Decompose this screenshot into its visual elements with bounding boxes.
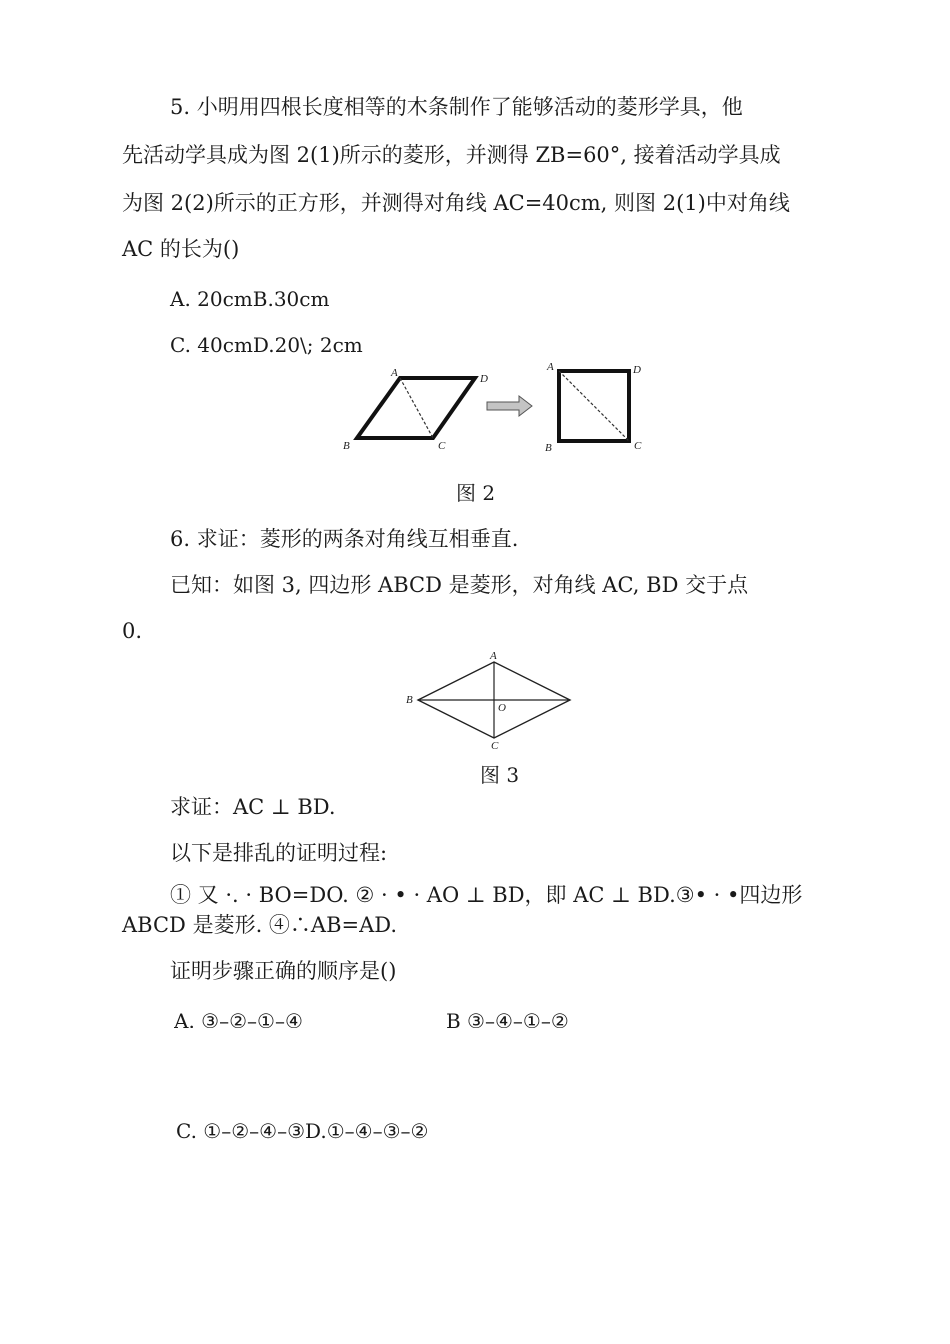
- q5-line-3: 为图 2(2)所示的正方形，并测得对角线 AC=40cm, 则图 2(1)中对角线: [122, 191, 790, 215]
- q5-options-ab: A. 20cmB.30cm: [170, 287, 330, 311]
- q6-question: 证明步骤正确的顺序是(): [170, 959, 397, 983]
- q6-prove-statement: 求证：AC ⊥ BD.: [170, 795, 336, 819]
- figure-3: [400, 648, 580, 752]
- figure-2-caption: 图 2: [456, 481, 496, 505]
- figure-3-caption: 图 3: [480, 763, 520, 787]
- q6-option-a: A. ③–②–①–④: [174, 1009, 303, 1028]
- fig2-label-c2: C: [634, 440, 642, 452]
- fig3-label-b: B: [406, 694, 413, 706]
- rhombus-shape: [357, 378, 475, 438]
- q5-line-2: 先活动学具成为图 2(1)所示的菱形，并测得 ZB=60°, 接着活动学具成: [122, 143, 781, 167]
- q6-steps-line-2: ABCD 是菱形. ④∴AB=AD.: [122, 913, 398, 937]
- fig2-label-b1: B: [343, 440, 350, 452]
- square-diagonal-ac: [559, 371, 629, 441]
- q6-line-2: 已知：如图 3, 四边形 ABCD 是菱形，对角线 AC, BD 交于点: [170, 573, 749, 597]
- q6-options-cd: C. ①–②–④–③D.①–④–③–②: [176, 1119, 429, 1143]
- fig2-label-d2: D: [633, 364, 641, 376]
- fig2-label-c1: C: [438, 440, 446, 452]
- fig3-label-o: O: [498, 702, 506, 714]
- q6-steps-line-1: ① 又 ·. · BO=DO. ② · • · AO ⊥ BD，即 AC ⊥ BD.③• · •四边形: [170, 883, 803, 907]
- fig2-label-a2: A: [547, 361, 554, 373]
- fig3-label-c: C: [491, 740, 499, 752]
- q5-line-4: AC 的长为(): [122, 237, 240, 261]
- fig2-label-a1: A: [391, 367, 398, 379]
- q6-line-3: 0.: [122, 619, 143, 643]
- figure-2: [335, 360, 655, 460]
- q6-line-1: 6. 求证：菱形的两条对角线互相垂直.: [170, 527, 519, 551]
- q5-options-cd: C. 40cmD.20\; 2cm: [170, 333, 363, 357]
- rhombus-diagonal-ac: [400, 378, 433, 438]
- q6-intro: 以下是排乱的证明过程:: [170, 841, 388, 865]
- fig2-label-d1: D: [480, 373, 488, 385]
- q6-option-b: B ③–④–①–②: [446, 1009, 569, 1028]
- square-shape: [559, 371, 629, 441]
- fig2-label-b2: B: [545, 442, 552, 454]
- q5-line-1: 5. 小明用四根长度相等的木条制作了能够活动的菱形学具，他: [170, 95, 743, 119]
- arrow-right-icon: [487, 396, 532, 416]
- fig3-label-a: A: [490, 650, 497, 662]
